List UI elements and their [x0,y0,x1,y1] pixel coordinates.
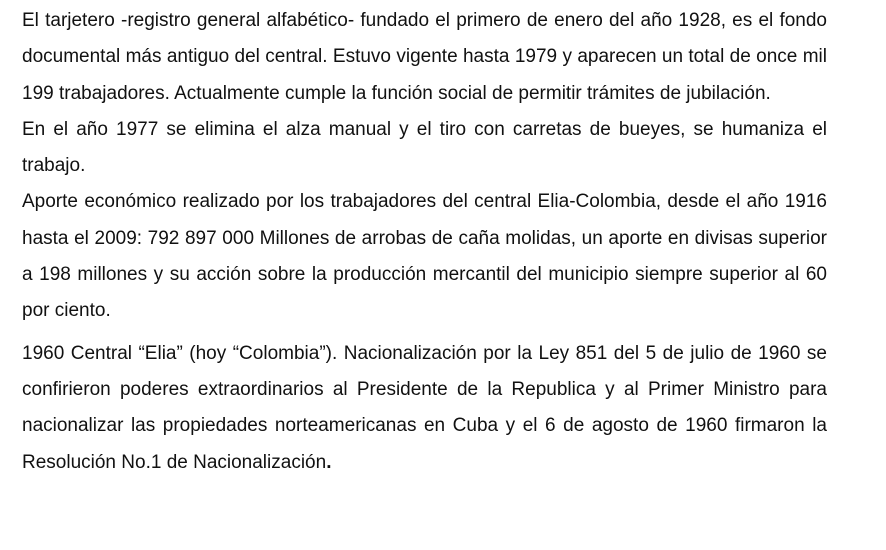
paragraph-nacionalizacion [22,336,827,481]
paragraph-1977: En el año 1977 se elimina el alza manual y el tiro con carretas de bueyes, se humaniza el trabajo. [22,118,827,177]
paragraph-tarjetero: El tarjetero -registro general alfabético- fundado el primero de enero del año 1928, es el fondo documental más antiguo del central. Estuvo vigente hasta 1979 y aparecen un total de once mil 199 trabajadores. Actualmente cumple la función social de permitir trámites de jubilación. [22,10,827,104]
document-body [22,3,827,481]
final-period: . [326,451,332,473]
paragraph-aporte-economico: Aporte económico realizado por los trabajadores del central Elia-Colombia, desde el año 1916 hasta el 2009: 792 897 000 Millones de arrobas de caña molidas, un aporte en divisas superior a 198 millones y su acción sobre la producción mercantil del municipio siempre superior al 60 por ciento. [22,191,827,322]
paragraph-nacionalizacion-text: 1960 Central “Elia” (hoy “Colombia”). Nacionalización por la Ley 851 del 5 de julio de 1960 se confirieron poderes extraordinarios al Presidente de la Republica y al Primer Ministro para nacionalizar las propiedades norteamericanas en Cuba y el 6 de agosto de 1960 firmaron la Resolución No.1 de Nacionalización [22,342,827,473]
